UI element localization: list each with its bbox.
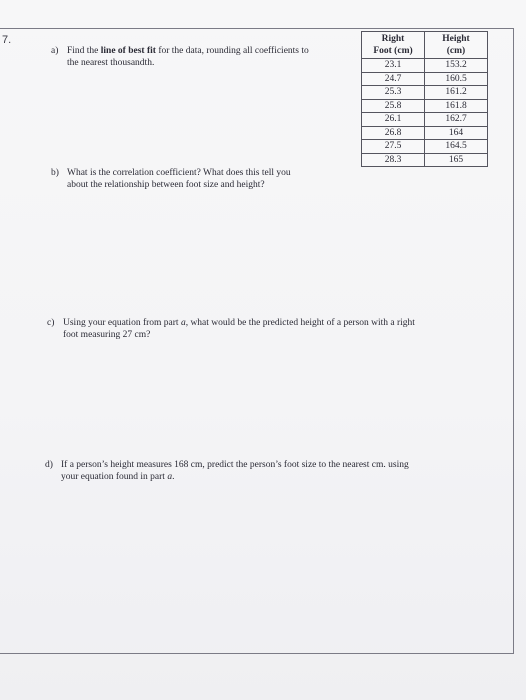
- question-d-line1: If a person’s height measures 168 cm, predict the person’s foot size to the nearest cm. using: [61, 460, 409, 470]
- question-c-label: c): [47, 318, 55, 328]
- question-b-label: b): [51, 168, 59, 178]
- column-header-right-foot: Right Foot (cm): [362, 32, 425, 59]
- foot-cell: 27.5: [362, 140, 425, 154]
- foot-cell: 26.8: [362, 126, 425, 140]
- column-header-height: Height (cm): [425, 32, 488, 59]
- table-row: [362, 153, 488, 167]
- question-b-text: [67, 167, 291, 191]
- table-row: [362, 126, 488, 140]
- table-row: [362, 113, 488, 127]
- best-fit-emphasis: line of best fit: [100, 46, 156, 56]
- height-cell: 165: [425, 153, 488, 167]
- table-row: [362, 72, 488, 86]
- question-a-line2: the nearest thousandth.: [67, 58, 155, 68]
- question-b-line1: What is the correlation coefficient? What does this tell you: [67, 168, 291, 178]
- question-number: 7.: [2, 34, 12, 46]
- foot-height-table: [361, 31, 488, 167]
- table-row: [362, 86, 488, 100]
- height-cell: 161.8: [425, 99, 488, 113]
- foot-cell: 28.3: [362, 153, 425, 167]
- height-cell: 161.2: [425, 86, 488, 100]
- question-a-label: a): [51, 46, 59, 56]
- question-b-line2: about the relationship between foot size and height?: [67, 180, 265, 190]
- table-header-row: [362, 32, 488, 59]
- question-d-label: d): [45, 460, 53, 470]
- table-row: [362, 140, 488, 154]
- table-row: [362, 99, 488, 113]
- height-cell: 160.5: [425, 72, 488, 86]
- question-c-text: [63, 317, 415, 341]
- foot-cell: 24.7: [362, 72, 425, 86]
- question-d-line2: your equation found in part a.: [61, 472, 175, 482]
- foot-cell: 23.1: [362, 59, 425, 73]
- question-c-line2: foot measuring 27 cm?: [63, 330, 151, 340]
- question-c-line1: Using your equation from part a, what would be the predicted height of a person with a right: [63, 318, 415, 328]
- foot-cell: 25.8: [362, 99, 425, 113]
- question-d-text: [61, 459, 409, 483]
- height-cell: 162.7: [425, 113, 488, 127]
- foot-cell: 25.3: [362, 86, 425, 100]
- height-cell: 153.2: [425, 59, 488, 73]
- foot-cell: 26.1: [362, 113, 425, 127]
- question-a-line1: Find the line of best fit for the data, rounding all coefficients to: [67, 46, 309, 56]
- height-cell: 164.5: [425, 140, 488, 154]
- height-cell: 164: [425, 126, 488, 140]
- table-row: [362, 59, 488, 73]
- question-a-text: [67, 45, 309, 69]
